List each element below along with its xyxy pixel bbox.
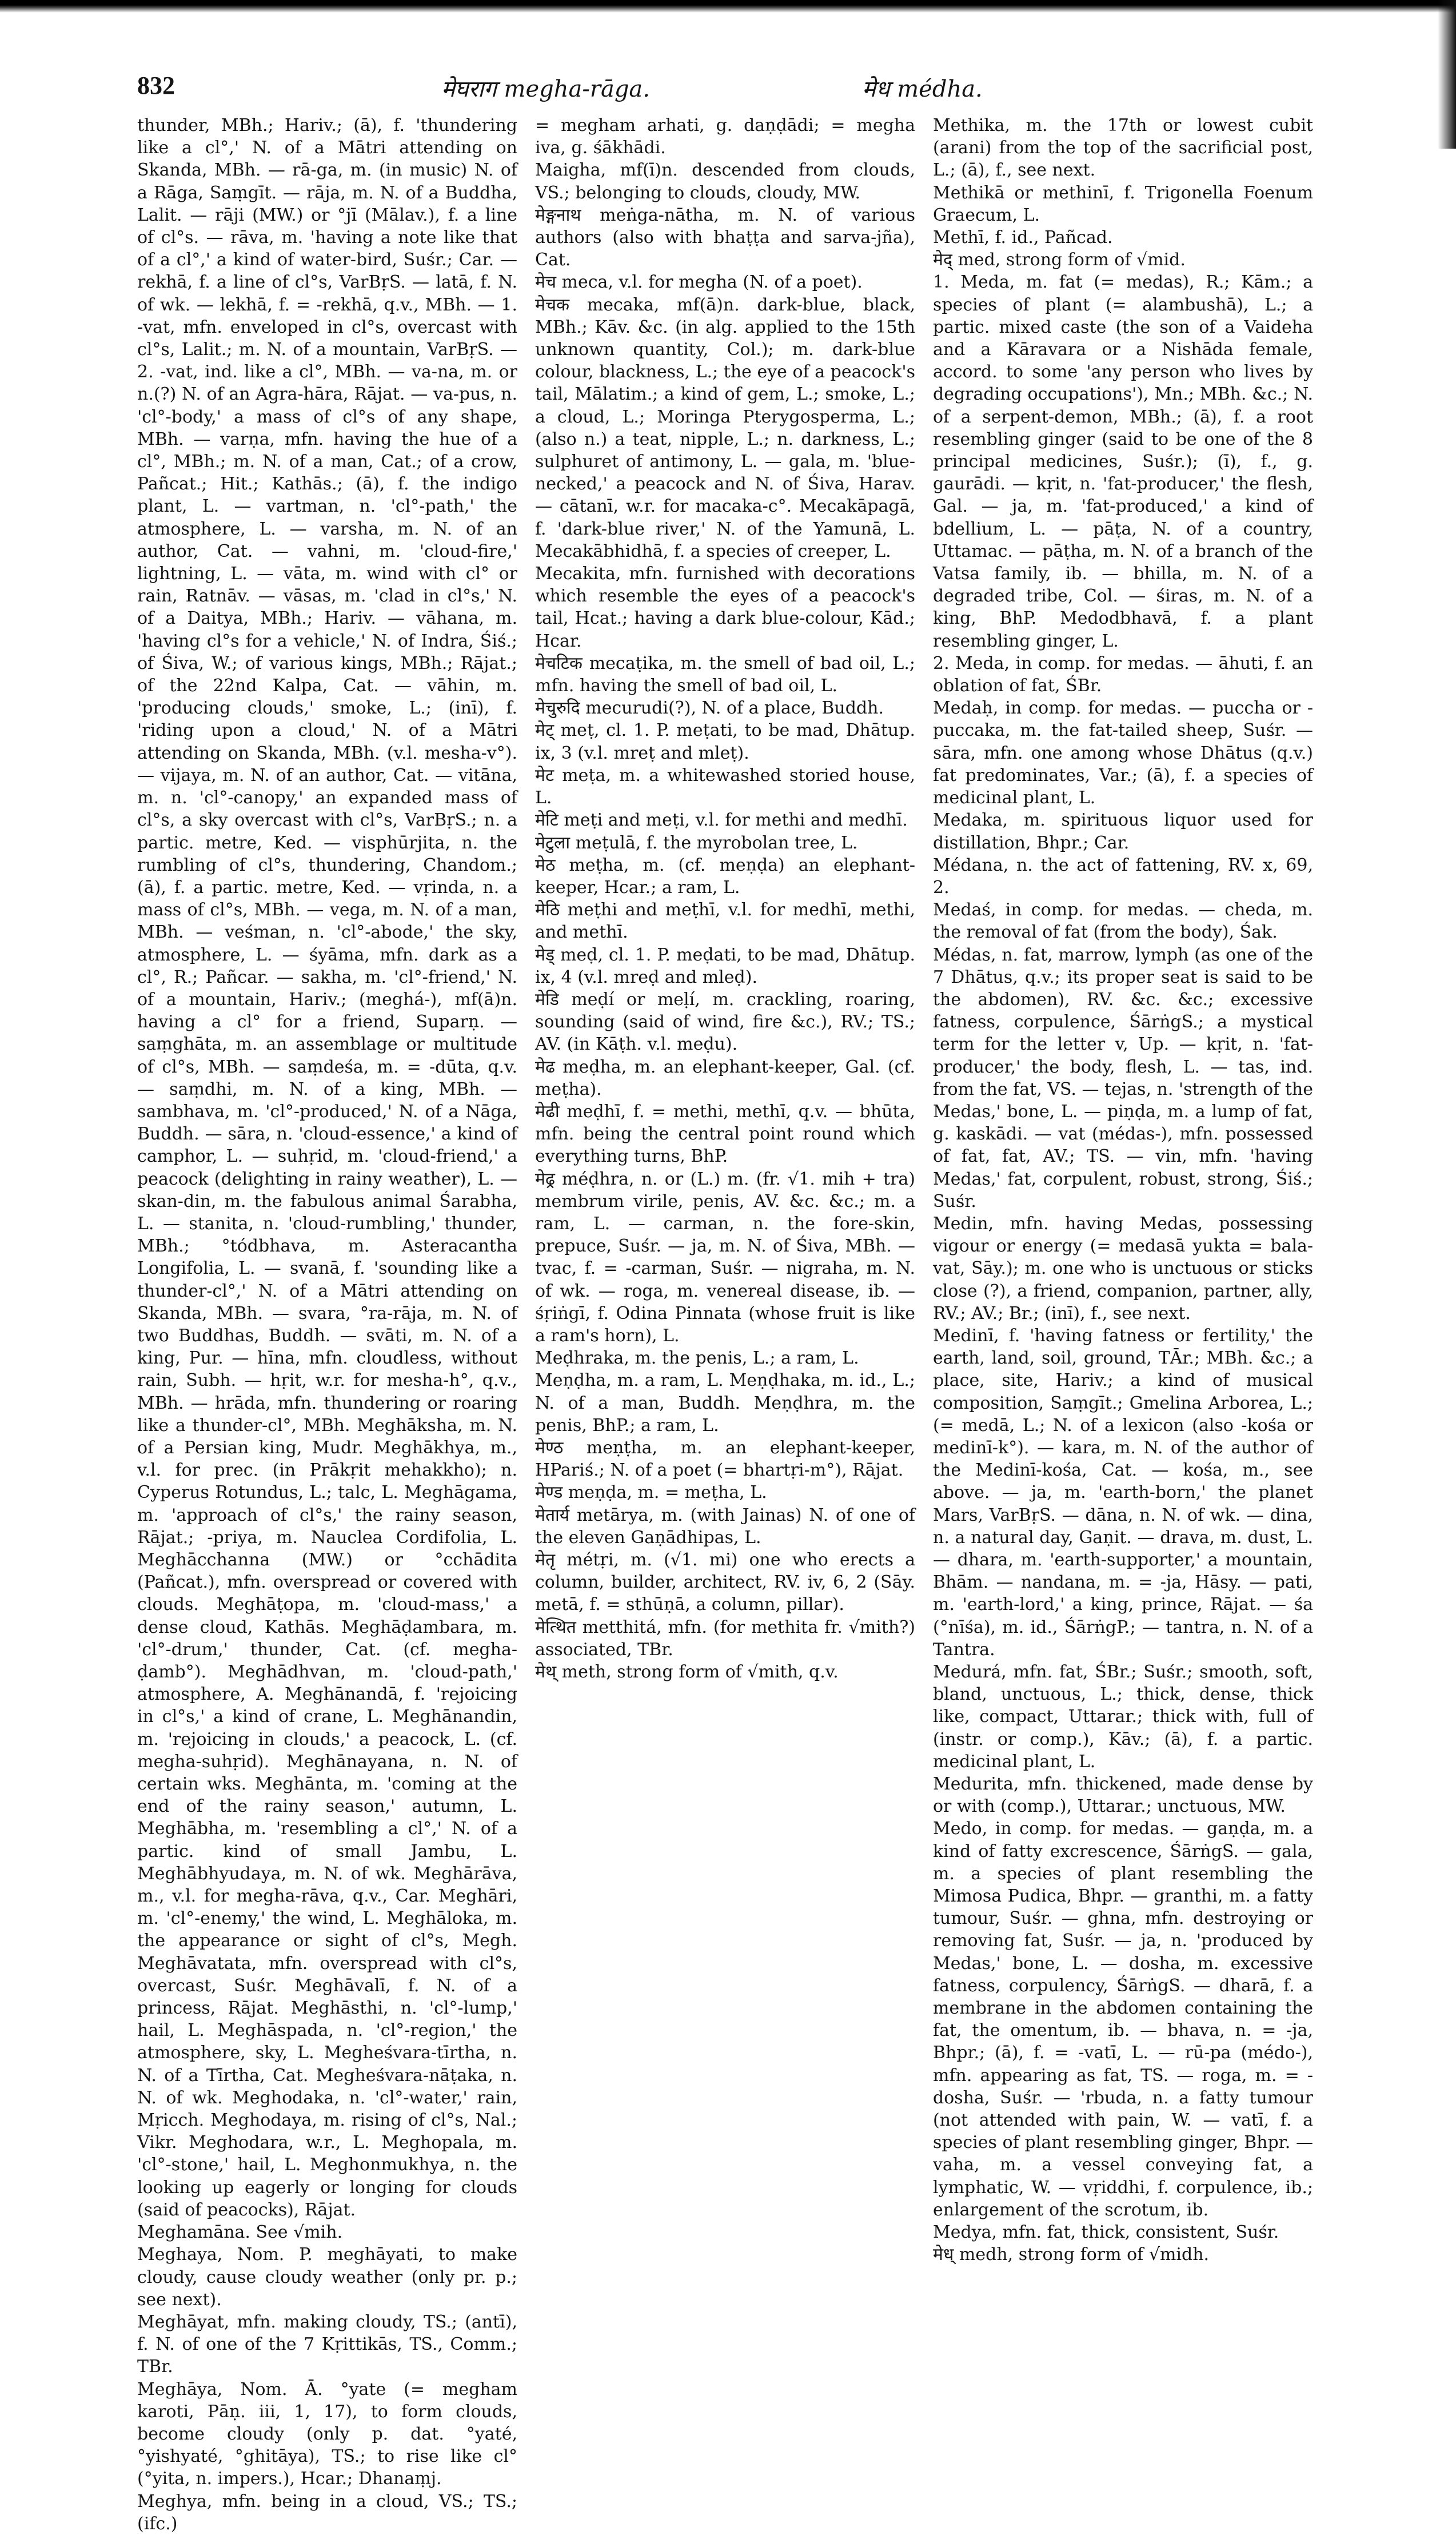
entry-paragraph: Medinī, f. 'having fatness or fertility,' the earth, land, soil, ground, TĀr.; MBh. &c.; a place, site, Hariv.; a kind of musical composition, Saṃgīt.; Gmelina Arborea, L.; (= medā, L.; N. of a lexicon (also -kośa or medinī-k°). — kara, m. N. of the author of the Medinī-kośa, Cat. — kośa, m., see above. — ja, m. 'earth-born,' the planet Mars, VarBṛS. — dāna, n. N. of wk. — dina, n. a natural day, Gaṇit. — drava, m. dust, L. — dhara, m. 'earth-supporter,' a mountain, Bhām. — nandana, m. = -ja, Hāsy. — pati, m. 'earth-lord,' a king, prince, Rājat. — śa (°nīśa), m. id., ŚārṅgP.; — tantra, n. N. of a Tantra.	[933, 1325, 1313, 1660]
entry-paragraph: मेडि meḍí or meḷí, m. crackling, roaring, sounding (said of wind, fire &c.), RV.; TS.; AV. (in Kāṭh. v.l. meḍu).	[535, 989, 915, 1055]
entry-paragraph: Methika, m. the 17th or lowest cubit (arani) from the top of the sacrificial post, L.; (ā), f., see next.	[933, 115, 1313, 181]
column-right	[933, 114, 1313, 2265]
scan-edge-shadow	[1438, 0, 1456, 149]
entry-paragraph: thunder, MBh.; Hariv.; (ā), f. 'thundering like a cl°,' N. of a Mātri attending on Skanda, MBh. — rā-ga, m. (in music) N. of a Rāga, Saṃgīt. — rāja, m. N. of a Buddha, Lalit. — rāji (MW.) or °jī (Mālav.), f. a line of cl°s. — rāva, m. 'having a note like that of a cl°,' a kind of water-bird, Suśr.; Car. — rekhā, f. a line of cl°s, VarBṛS. — latā, f. N. of wk. — lekhā, f. = -rekhā, q.v., MBh. — 1. -vat, mfn. enveloped in cl°s, overcast with cl°s, Lalit.; m. N. of a mountain, VarBṛS. — 2. -vat, ind. like a cl°, MBh. — va-na, m. or n.(?) N. of an Agra-hāra, Rājat. — va-pus, n. 'cl°-body,' a mass of cl°s of any shape, MBh. — varṇa, mfn. having the hue of a cl°, MBh.; m. N. of a man, Cat.; of a crow, Pañcat.; Hit.; Kathās.; (ā), f. the indigo plant, L. — vartman, n. 'cl°-path,' the atmosphere, L. — varsha, m. N. of an author, Cat. — vahni, m. 'cloud-fire,' lightning, L. — vāta, m. wind with cl° or rain, Ratnāv. — vāsas, m. 'clad in cl°s,' N. of a Daitya, MBh.; Hariv. — vāhana, m. 'having cl°s for a vehicle,' N. of Indra, Śiś.; of Śiva, W.; of various kings, MBh.; Rājat.; of the 22nd Kalpa, Cat. — vāhin, m. 'producing clouds,' smoke, L.; (inī), f. 'riding upon a cloud,' N. of a Mātri attending on Skanda, MBh. (v.l. mesha-v°). — vijaya, m. N. of an author, Cat. — vitāna, m. n. 'cl°-canopy,' an expanded mass of cl°s, a sky overcast with cl°s, VarBṛS.; n. a partic. metre, Ked. — visphūrjita, n. the rumbling of cl°s, thundering, Chandom.; (ā), f. a partic. metre, Ked. — vṛinda, n. a mass of cl°s, MBh. — vega, m. N. of a man, MBh. — veśman, n. 'cl°-abode,' the sky, atmosphere, L. — śyāma, mfn. dark as a cl°, R.; Pañcar. — sakha, m. 'cl°-friend,' N. of a mountain, Hariv.; (meghá-), mf(ā)n. having a cl° for a friend, Suparṇ. — saṃghāta, m. an assemblage or multitude of cl°s, MBh. — saṃdeśa, m. = -dūta, q.v. — saṃdhi, m. N. of a king, MBh. — sambhava, m. 'cl°-produced,' N. of a Nāga, Buddh. — sāra, n. 'cloud-essence,' a kind of camphor, L. — suhṛid, m. 'cloud-friend,' a peacock (delighting in rainy weather), L. — skan-din, m. the fabulous animal Śarabha, L. — stanita, n. 'cloud-rumbling,' thunder, MBh.; °tódbhava, m. Asteracantha Longifolia, L. — svanā, f. 'sounding like a thunder-cl°,' N. of a Mātri attending on Skanda, MBh. — svara, °ra-rāja, m. N. of two Buddhas, Buddh. — svāti, m. N. of a king, Pur. — hīna, mfn. cloudless, without rain, Subh. — hṛit, w.r. for mesha-h°, q.v., MBh. — hrāda, mfn. thundering or roaring like a thunder-cl°, MBh. Meghāksha, m. N. of a Persian king, Mudr. Meghākhya, m., v.l. for prec. (in Prākṛit mehakkho); n. Cyperus Rotundus, L.; talc, L. Meghāgama, m. 'approach of cl°s,' the rainy season, Rājat.; -priya, m. Nauclea Cordifolia, L. Meghācchanna (MW.) or °cchādita (Pañcat.), mfn. overspread or covered with clouds. Meghāṭopa, m. 'cloud-mass,' a dense cloud, Kathās. Meghāḍambara, m. 'cl°-drum,' thunder, Cat. (cf. megha-ḍamb°). Meghādhvan, m. 'cloud-path,' atmosphere, A. Meghānandā, f. 'rejoicing in cl°s,' a kind of crane, L. Meghānandin, m. 'rejoicing in clouds,' a peacock, L. (cf. megha-suhṛid). Meghānayana, n. N. of certain wks. Meghānta, m. 'coming at the end of the rainy season,' autumn, L. Meghābha, m. 'resembling a cl°,' N. of a partic. kind of small Jambu, L. Meghābhyudaya, m. N. of wk. Meghārāva, m., v.l. for megha-rāva, q.v., Car. Meghāri, m. 'cl°-enemy,' the wind, L. Meghāloka, m. the appearance or sight of cl°s, Megh. Meghāvatata, mfn. overspread with cl°s, overcast, Suśr. Meghāvalī, f. N. of a princess, Rājat. Meghāsthi, n. 'cl°-lump,' hail, L. Meghāspada, n. 'cl°-region,' the atmosphere, sky, L. Megheśvara-tīrtha, n. N. of a Tīrtha, Cat. Megheśvara-nāṭaka, n. N. of wk. Meghodaka, n. 'cl°-water,' rain, Mṛicch. Meghodaya, m. rising of cl°s, Nal.; Vikr. Meghodara, w.r., L. Meghopala, m. 'cl°-stone,' hail, L. Meghonmukhya, n. the looking up eagerly or longing for clouds (said of peacocks), Rājat.	[137, 115, 517, 2220]
entry-paragraph: Meḍhraka, m. the penis, L.; a ram, L.	[535, 1348, 859, 1369]
entry-paragraph: Medaś, in comp. for medas. — cheda, m. the removal of fat (from the body), Śak.	[933, 900, 1313, 943]
column-left	[137, 114, 517, 2534]
entry-paragraph: मेचक mecaka, mf(ā)n. dark-blue, black, MBh.; Kāv. &c. (in alg. applied to the 15th unknown quantity, Col.); m. dark-blue colour, blackness, L.; the eye of a peacock's tail, Mālatim.; a kind of gem, L.; smoke, L.; a cloud, L.; Moringa Pterygosperma, L.; (also n.) a teat, nipple, L.; n. darkness, L.; sulphuret of antimony, L. — gala, m. 'blue-necked,' a peacock and N. of Śiva, Harav. — cātanī, w.r. for macaka-c°. Mecakāpagā, f. 'dark-blue river,' N. of the Yamunā, L. Mecakābhidhā, f. a species of creeper, L.	[535, 294, 915, 561]
entry-paragraph: मेढ meḍha, m. an elephant-keeper, Gal. (cf. meṭha).	[535, 1057, 915, 1099]
entry-paragraph: Meghāya, Nom. Ā. °yate (= megham karoti, Pāṇ. iii, 1, 17), to form clouds, become cloudy (only p. dat. °yaté, °yishyaté, °ghitāya), TS.; to rise like cl° (°yita, n. impers.), Hcar.; Dhanaṃj.	[137, 2379, 517, 2489]
entry-paragraph: मेढ्र méḍhra, n. or (L.) m. (fr. √1. mih + tra) membrum virile, penis, AV. &c. &c.; m. a ram, L. — carman, n. the fore-skin, prepuce, Suśr. — ja, m. N. of Śiva, MBh. — tvac, f. = -carman, Suśr. — nigraha, m. N. of wk. — roga, m. venereal disease, ib. — śṛiṅgī, f. Odina Pinnata (whose fruit is like a ram's horn), L.	[535, 1169, 915, 1346]
entry-paragraph: Meghaya, Nom. P. meghāyati, to make cloudy, cause cloudy weather (only pr. p.; see next).	[137, 2245, 517, 2310]
entry-paragraph: Medaḥ, in comp. for medas. — puccha or -puccaka, m. the fat-tailed sheep, Suśr. — sāra, mfn. one among whose Dhātus (q.v.) fat predominates, Var.; (ā), f. a species of medicinal plant, L.	[933, 698, 1313, 808]
entry-paragraph: Meṇḍha, m. a ram, L. Meṇḍhaka, m. id., L.; N. of a man, Buddh. Meṇḍhra, m. the penis, BhP.; a ram, L.	[535, 1370, 915, 1436]
running-head-right: मेध médha.	[862, 76, 983, 102]
entry-paragraph: मेट् meṭ, cl. 1. P. meṭati, to be mad, Dhātup. ix, 3 (v.l. mreṭ and mleṭ).	[535, 720, 915, 763]
entry-paragraph: Medya, mfn. fat, thick, consistent, Suśr.	[933, 2222, 1279, 2243]
entry-paragraph: मेड् meḍ, cl. 1. P. meḍati, to be mad, Dhātup. ix, 4 (v.l. mreḍ and mleḍ).	[535, 944, 915, 987]
page-header	[137, 69, 1273, 109]
entry-paragraph: मेच meca, v.l. for megha (N. of a poet).	[535, 272, 863, 293]
entry-paragraph: मेद् med, strong form of √mid.	[933, 250, 1186, 270]
entry-paragraph: मेतृ métṛi, m. (√1. mi) one who erects a column, builder, architect, RV. iv, 6, 2 (Sāy. metā, f. = sthūṇā, a column, pillar).	[535, 1550, 915, 1615]
entry-paragraph: मेठ meṭha, m. (cf. meṇḍa) an elephant-keeper, Hcar.; a ram, L.	[535, 855, 915, 898]
entry-paragraph: मेङ्गनाथ meṅga-nātha, m. N. of various authors (also with bhaṭṭa and sarva-jña), Cat.	[535, 205, 915, 270]
entry-paragraph: Methī, f. id., Pañcad.	[933, 228, 1113, 248]
entry-paragraph: मेट meṭa, m. a whitewashed storied house, L.	[535, 765, 915, 808]
column-middle	[535, 114, 915, 1852]
entry-paragraph: Medaka, m. spirituous liquor used for distillation, Bhpr.; Car.	[933, 810, 1313, 853]
entry-paragraph: मेढी meḍhī, f. = methi, methī, q.v. — bhūta, mfn. being the central point round which everything turns, BhP.	[535, 1101, 915, 1167]
running-head-left: मेघराग megha-rāga.	[441, 76, 650, 102]
scan-top-edge	[0, 0, 1456, 13]
entry-paragraph: मेतार्य metārya, m. (with Jainas) N. of one of the eleven Gaṇādhipas, L.	[535, 1505, 915, 1548]
entry-paragraph: मेत्थित metthitá, mfn. (for methita fr. √mith?) associated, TBr.	[535, 1617, 915, 1660]
page-number: 832	[137, 71, 175, 99]
entry-paragraph: मेथ् meth, strong form of √mith, q.v.	[535, 1662, 839, 1683]
entry-paragraph: मेध् medh, strong form of √midh.	[933, 2245, 1210, 2265]
entry-paragraph: = megham arhati, g. daṇḍādi; = megha iva, g. śākhādi.	[535, 115, 915, 158]
entry-paragraph: मेटि meṭi and meṭi, v.l. for methi and medhī.	[535, 810, 908, 831]
entry-paragraph: Maigha, mf(ī)n. descended from clouds, VS.; belonging to clouds, cloudy, MW.	[535, 160, 915, 203]
entry-paragraph: Médana, n. the act of fattening, RV. x, 69, 2.	[933, 855, 1313, 898]
entry-paragraph: मेण्ठ meṇṭha, m. an elephant-keeper, HPariś.; N. of a poet (= bhartṛi-m°), Rājat.	[535, 1437, 915, 1481]
entry-paragraph: Meghāyat, mfn. making cloudy, TS.; (antī), f. N. of one of the 7 Kṛittikās, TS., Comm.; TBr.	[137, 2311, 517, 2377]
entry-paragraph: Médas, n. fat, marrow, lymph (as one of the 7 Dhātus, q.v.; its proper seat is said to be the abdomen), RV. &c. &c.; excessive fatness, corpulence, ŚārṅgS.; a mystical term for the letter v, Up. — kṛit, n. 'fat-producer,' the body, flesh, L. — tas, ind. from the fat, VS. — tejas, n. 'strength of the Medas,' bone, L. — piṇḍa, m. a lump of fat, g. kaskādi. — vat (médas-), mfn. possessed of fat, fat, AV.; TS. — vin, mfn. 'having Medas,' fat, corpulent, robust, strong, Śiś.; Suśr.	[933, 944, 1313, 1211]
entry-paragraph: 1. Meda, m. fat (= medas), R.; Kām.; a species of plant (= alambushā), L.; a partic. mixed caste (the son of a Vaideha and a Kāravara or a Nishāda female, accord. to some 'any person who lives by degrading occupations'), Mn.; MBh. &c.; N. of a serpent-demon, MBh.; (ā), f. a root resembling ginger (said to be one of the 8 principal medicines, Suśr.); (ī), f., g. gaurādi. — kṛit, n. 'fat-producer,' the flesh, Gal. — ja, m. 'fat-produced,' a kind of bdellium, L. — pāṭa, N. of a country, Uttamac. — pāṭha, m. N. of a branch of the Vatsa family, ib. — bhilla, m. N. of a degraded tribe, Col. — śiras, m. N. of a king, BhP. Medodbhavā, f. a plant resembling ginger, L.	[933, 272, 1313, 651]
entry-paragraph: Medo, in comp. for medas. — gaṇḍa, m. a kind of fatty excrescence, ŚārṅgS. — gala, m. a species of plant resembling the Mimosa Pudica, Bhpr. — granthi, m. a fatty tumour, Suśr. — ghna, mfn. destroying or removing fat, Suśr. — ja, n. 'produced by Medas,' bone, L. — dosha, m. excessive fatness, corpulency, ŚārṅgS. — dharā, f. a membrane in the abdomen containing the fat, the omentum, ib. — bhava, n. = -ja, Bhpr.; (ā), f. = -vatī, L. — rū-pa (médo-), mfn. appearing as fat, TS. — roga, m. = -dosha, Suśr. — 'rbuda, n. a fatty tumour (not attended with pain, W. — vatī, f. a species of plant resembling ginger, Bhpr. — vaha, m. a vessel conveying fat, a lymphatic, W. — vṛiddhi, f. corpulence, ib.; enlargement of the scrotum, ib.	[933, 1819, 1313, 2220]
entry-paragraph: 2. Meda, in comp. for medas. — āhuti, f. an oblation of fat, ŚBr.	[933, 653, 1313, 696]
entry-paragraph: मेटुला meṭulā, f. the myrobolan tree, L.	[535, 832, 858, 853]
entry-paragraph: मेठि meṭhi and meṭhī, v.l. for medhī, methi, and methī.	[535, 900, 915, 943]
entry-paragraph: मेचटिक mecaṭika, m. the smell of bad oil, L.; mfn. having the smell of bad oil, L.	[535, 653, 915, 696]
entry-paragraph: Medurá, mfn. fat, ŚBr.; Suśr.; smooth, soft, bland, unctuous, L.; thick, dense, thick like, compact, Uttarar.; thick with, full of (instr. or comp.), Kāv.; (ā), f. a partic. medicinal plant, L.	[933, 1662, 1313, 1772]
dictionary-columns	[137, 114, 1315, 2534]
entry-paragraph: Medin, mfn. having Medas, possessing vigour or energy (= medasā yukta = bala-vat, Sāy.); m. one who is unctuous or sticks close (?), a friend, companion, partner, ally, RV.; AV.; Br.; (inī), f., see next.	[933, 1213, 1313, 1324]
entry-paragraph: मेचुरुदि mecurudi(?), N. of a place, Buddh.	[535, 698, 884, 719]
entry-paragraph: Mecakita, mfn. furnished with decorations which resemble the eyes of a peacock's tail, Hcat.; having a dark blue-colour, Kād.; Hcar.	[535, 564, 915, 651]
entry-paragraph: Meghamāna. See √mih.	[137, 2222, 343, 2243]
entry-paragraph: Methikā or methinī, f. Trigonella Foenum Graecum, L.	[933, 182, 1313, 225]
entry-paragraph: Meghya, mfn. being in a cloud, VS.; TS.; (ifc.)	[137, 2491, 517, 2534]
entry-paragraph: मेण्ड meṇḍa, m. = meṭha, L.	[535, 1482, 767, 1503]
entry-paragraph: Medurita, mfn. thickened, made dense by or with (comp.), Uttarar.; unctuous, MW.	[933, 1774, 1313, 1817]
